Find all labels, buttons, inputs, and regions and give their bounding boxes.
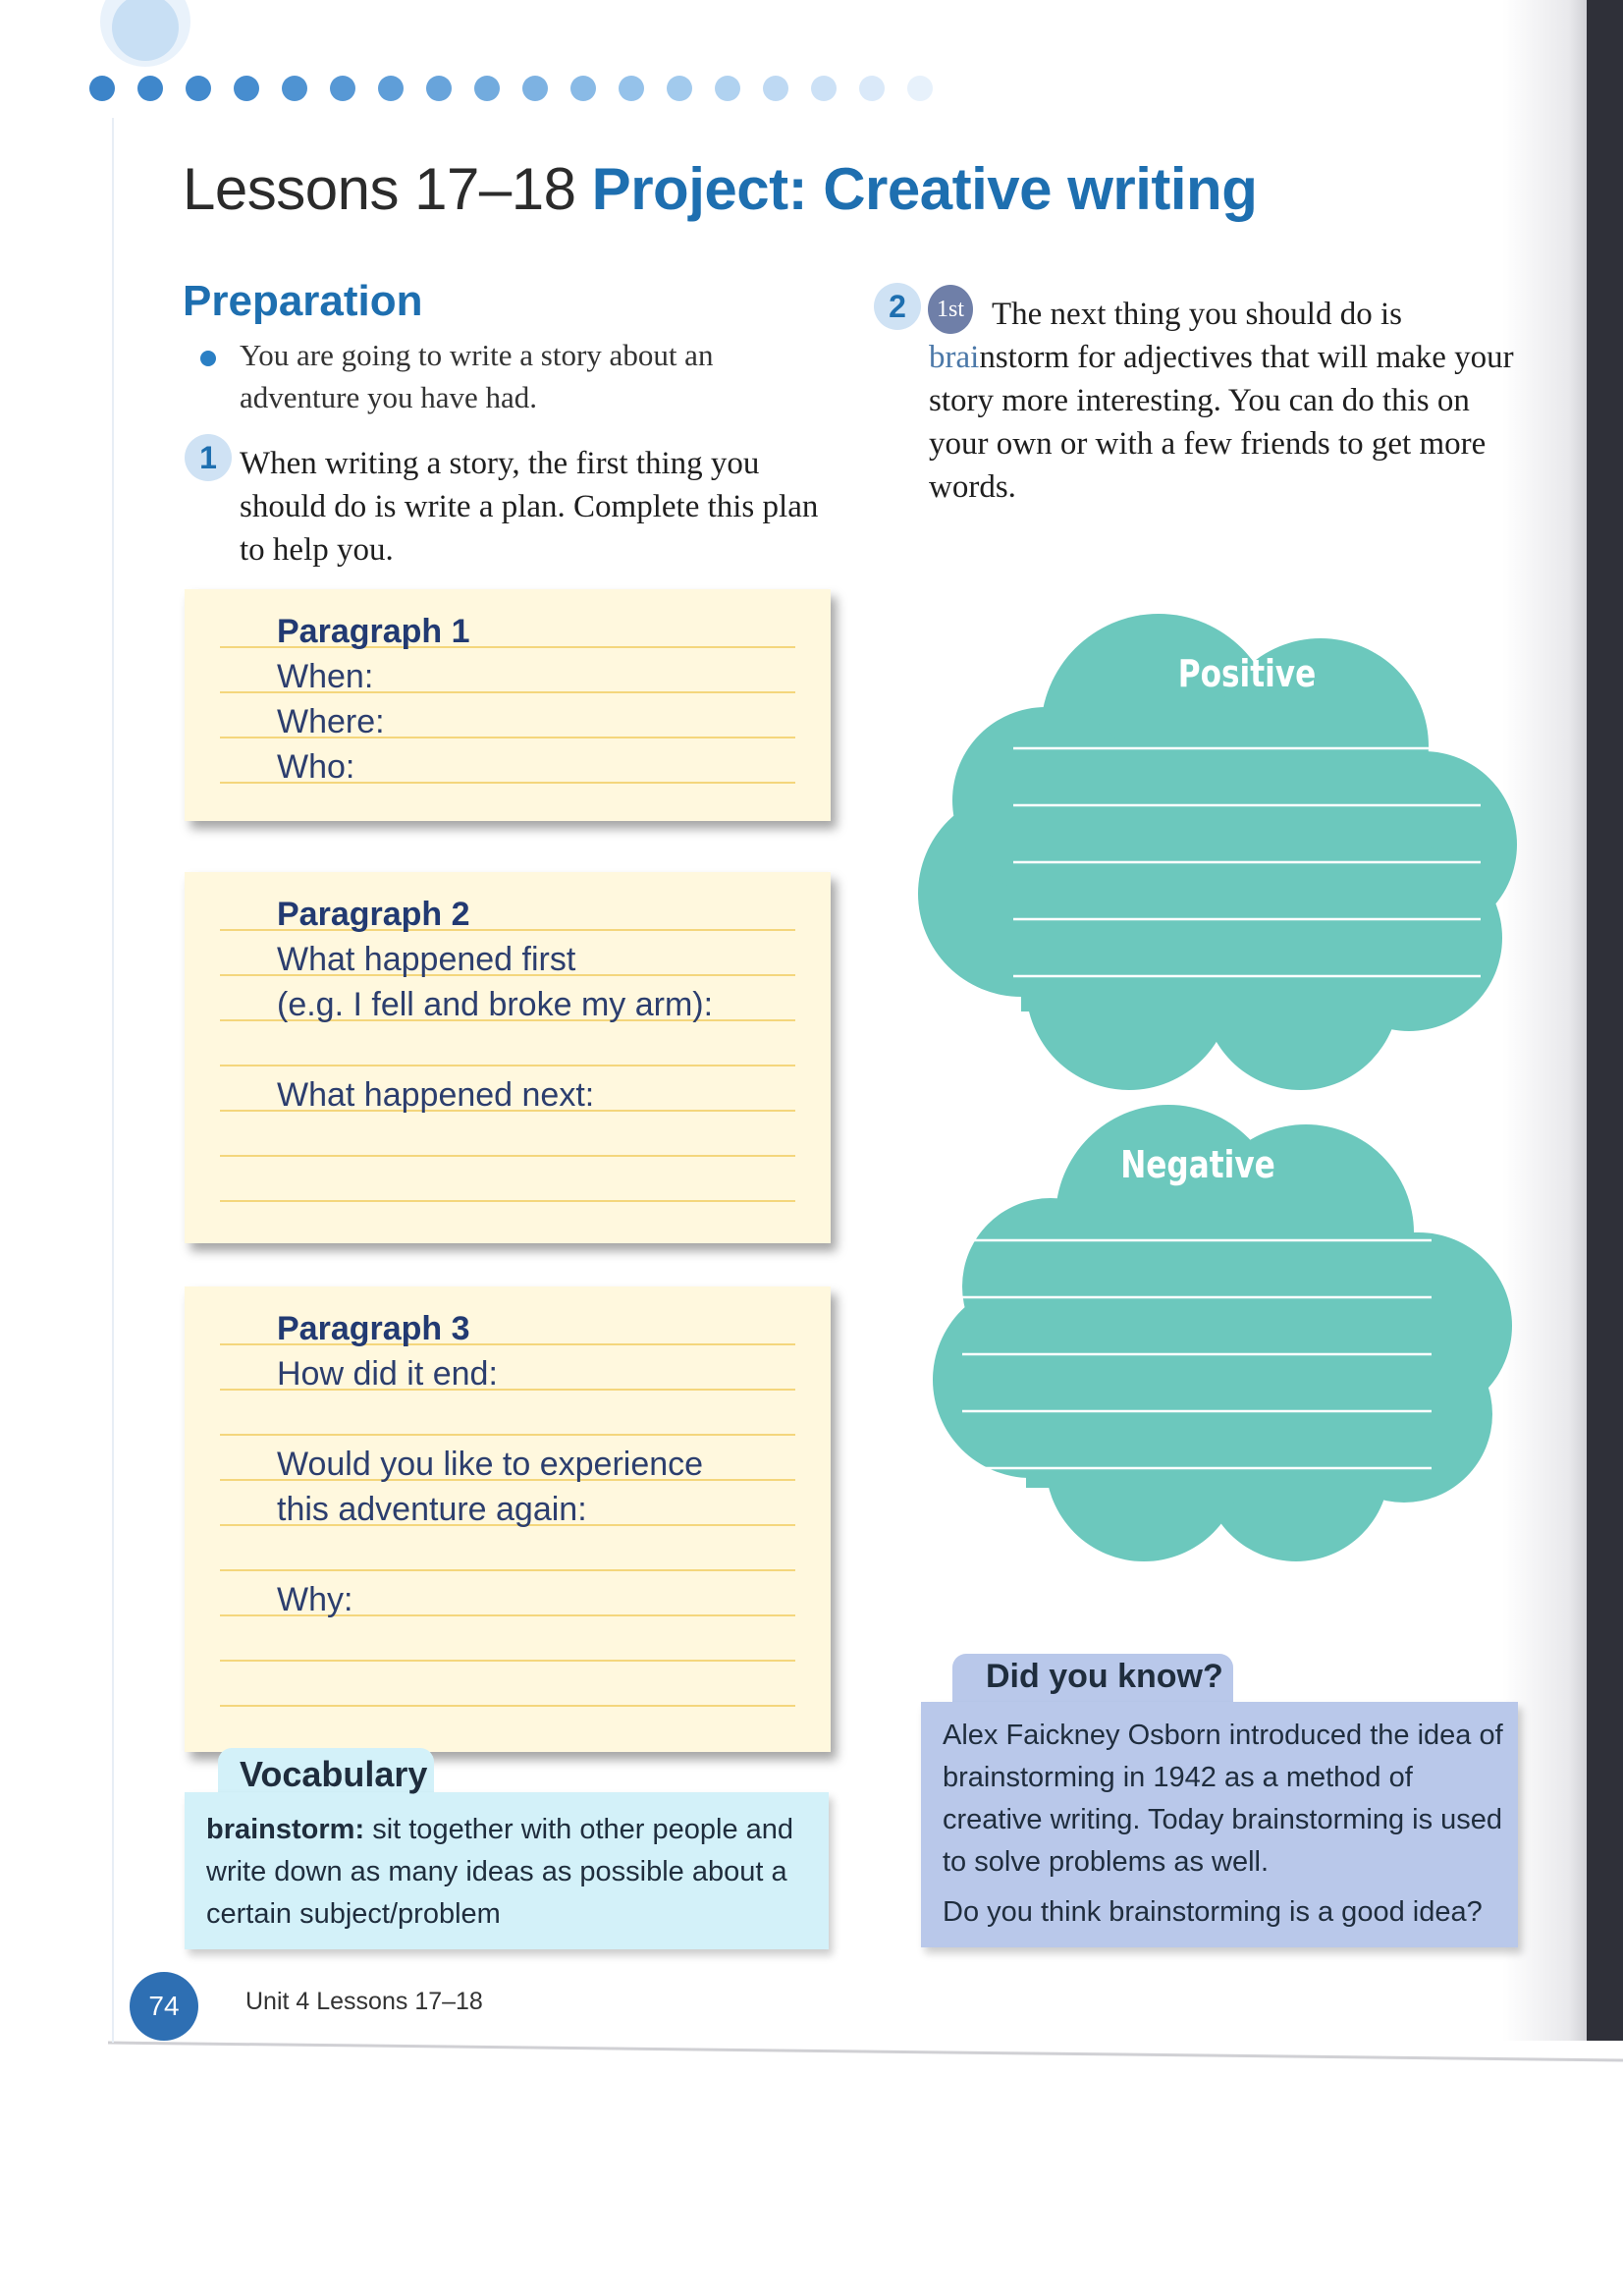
paragraph-3-heading: Paragraph 3 [277, 1310, 470, 1347]
page-title [183, 155, 1257, 223]
did-you-know-title: Did you know? [986, 1658, 1223, 1695]
task-1-text: When writing a story, the first thing you should do is write a plan. Complete this plan to help you. [240, 446, 819, 568]
vocabulary-definition-text: sit together with other people and write down as many ideas as possible about a certain subject/problem [206, 1814, 794, 1930]
title-project: Project: Creative writing [591, 156, 1258, 222]
plan-card-paragraph-2 [185, 872, 831, 1243]
paragraph-3-again-line2[interactable]: this adventure again: [277, 1491, 587, 1528]
paragraph-3-why[interactable]: Why: [277, 1581, 353, 1618]
task-2-highlight: brai [929, 340, 980, 375]
paragraph-3-again-line1: Would you like to experience [277, 1446, 704, 1483]
task-2-text-start: The next thing you should do is [992, 297, 1402, 332]
vocabulary-term: brainstorm: [206, 1814, 365, 1845]
task-2-text [929, 293, 1518, 509]
paragraph-1-heading: Paragraph 1 [277, 613, 470, 650]
paragraph-1-when[interactable]: When: [277, 658, 374, 695]
preparation-heading: Preparation [183, 277, 423, 325]
plan-card-paragraph-3 [185, 1286, 831, 1752]
task-2-text-end: nstorm for adjectives that will make your story more interesting. You can do this on your own or with a few friends to get more words. [929, 340, 1514, 505]
negative-label: Negative [1120, 1143, 1275, 1186]
paragraph-2-first[interactable]: What happened first [277, 941, 576, 978]
vocabulary-title: Vocabulary [240, 1754, 428, 1794]
did-you-know-question: Do you think brainstorming is a good idea? [943, 1896, 1483, 1928]
page-number: 74 [130, 1972, 198, 2041]
plan-card-paragraph-1 [185, 589, 831, 821]
did-you-know-fact: Alex Faickney Osborn introduced the idea of brainstorming in 1942 as a method of creative writing. Today brainstorming is used to solve problems as well. [943, 1720, 1503, 1878]
did-you-know-text [943, 1715, 1512, 1934]
decorative-dots [79, 69, 982, 108]
footer-unit: Unit 4 Lessons 17–18 [245, 1988, 483, 2015]
paragraph-2-heading: Paragraph 2 [277, 896, 470, 933]
positive-label: Positive [1177, 652, 1317, 695]
vocabulary-definition [206, 1809, 815, 1936]
bullet-icon [200, 351, 216, 366]
paragraph-3-end[interactable]: How did it end: [277, 1355, 498, 1393]
paragraph-1-who[interactable]: Who: [277, 748, 355, 786]
title-lessons: Lessons 17–18 [183, 156, 576, 222]
paragraph-2-example: (e.g. I fell and broke my arm): [277, 986, 714, 1023]
first-step-icon: 1st [928, 285, 973, 334]
paragraph-2-next[interactable]: What happened next: [277, 1076, 595, 1114]
task-2-number: 2 [874, 283, 921, 330]
paragraph-1-where[interactable]: Where: [277, 703, 385, 740]
preparation-text: You are going to write a story about an adventure you have had. [240, 338, 714, 414]
task-1-number: 1 [185, 434, 232, 481]
